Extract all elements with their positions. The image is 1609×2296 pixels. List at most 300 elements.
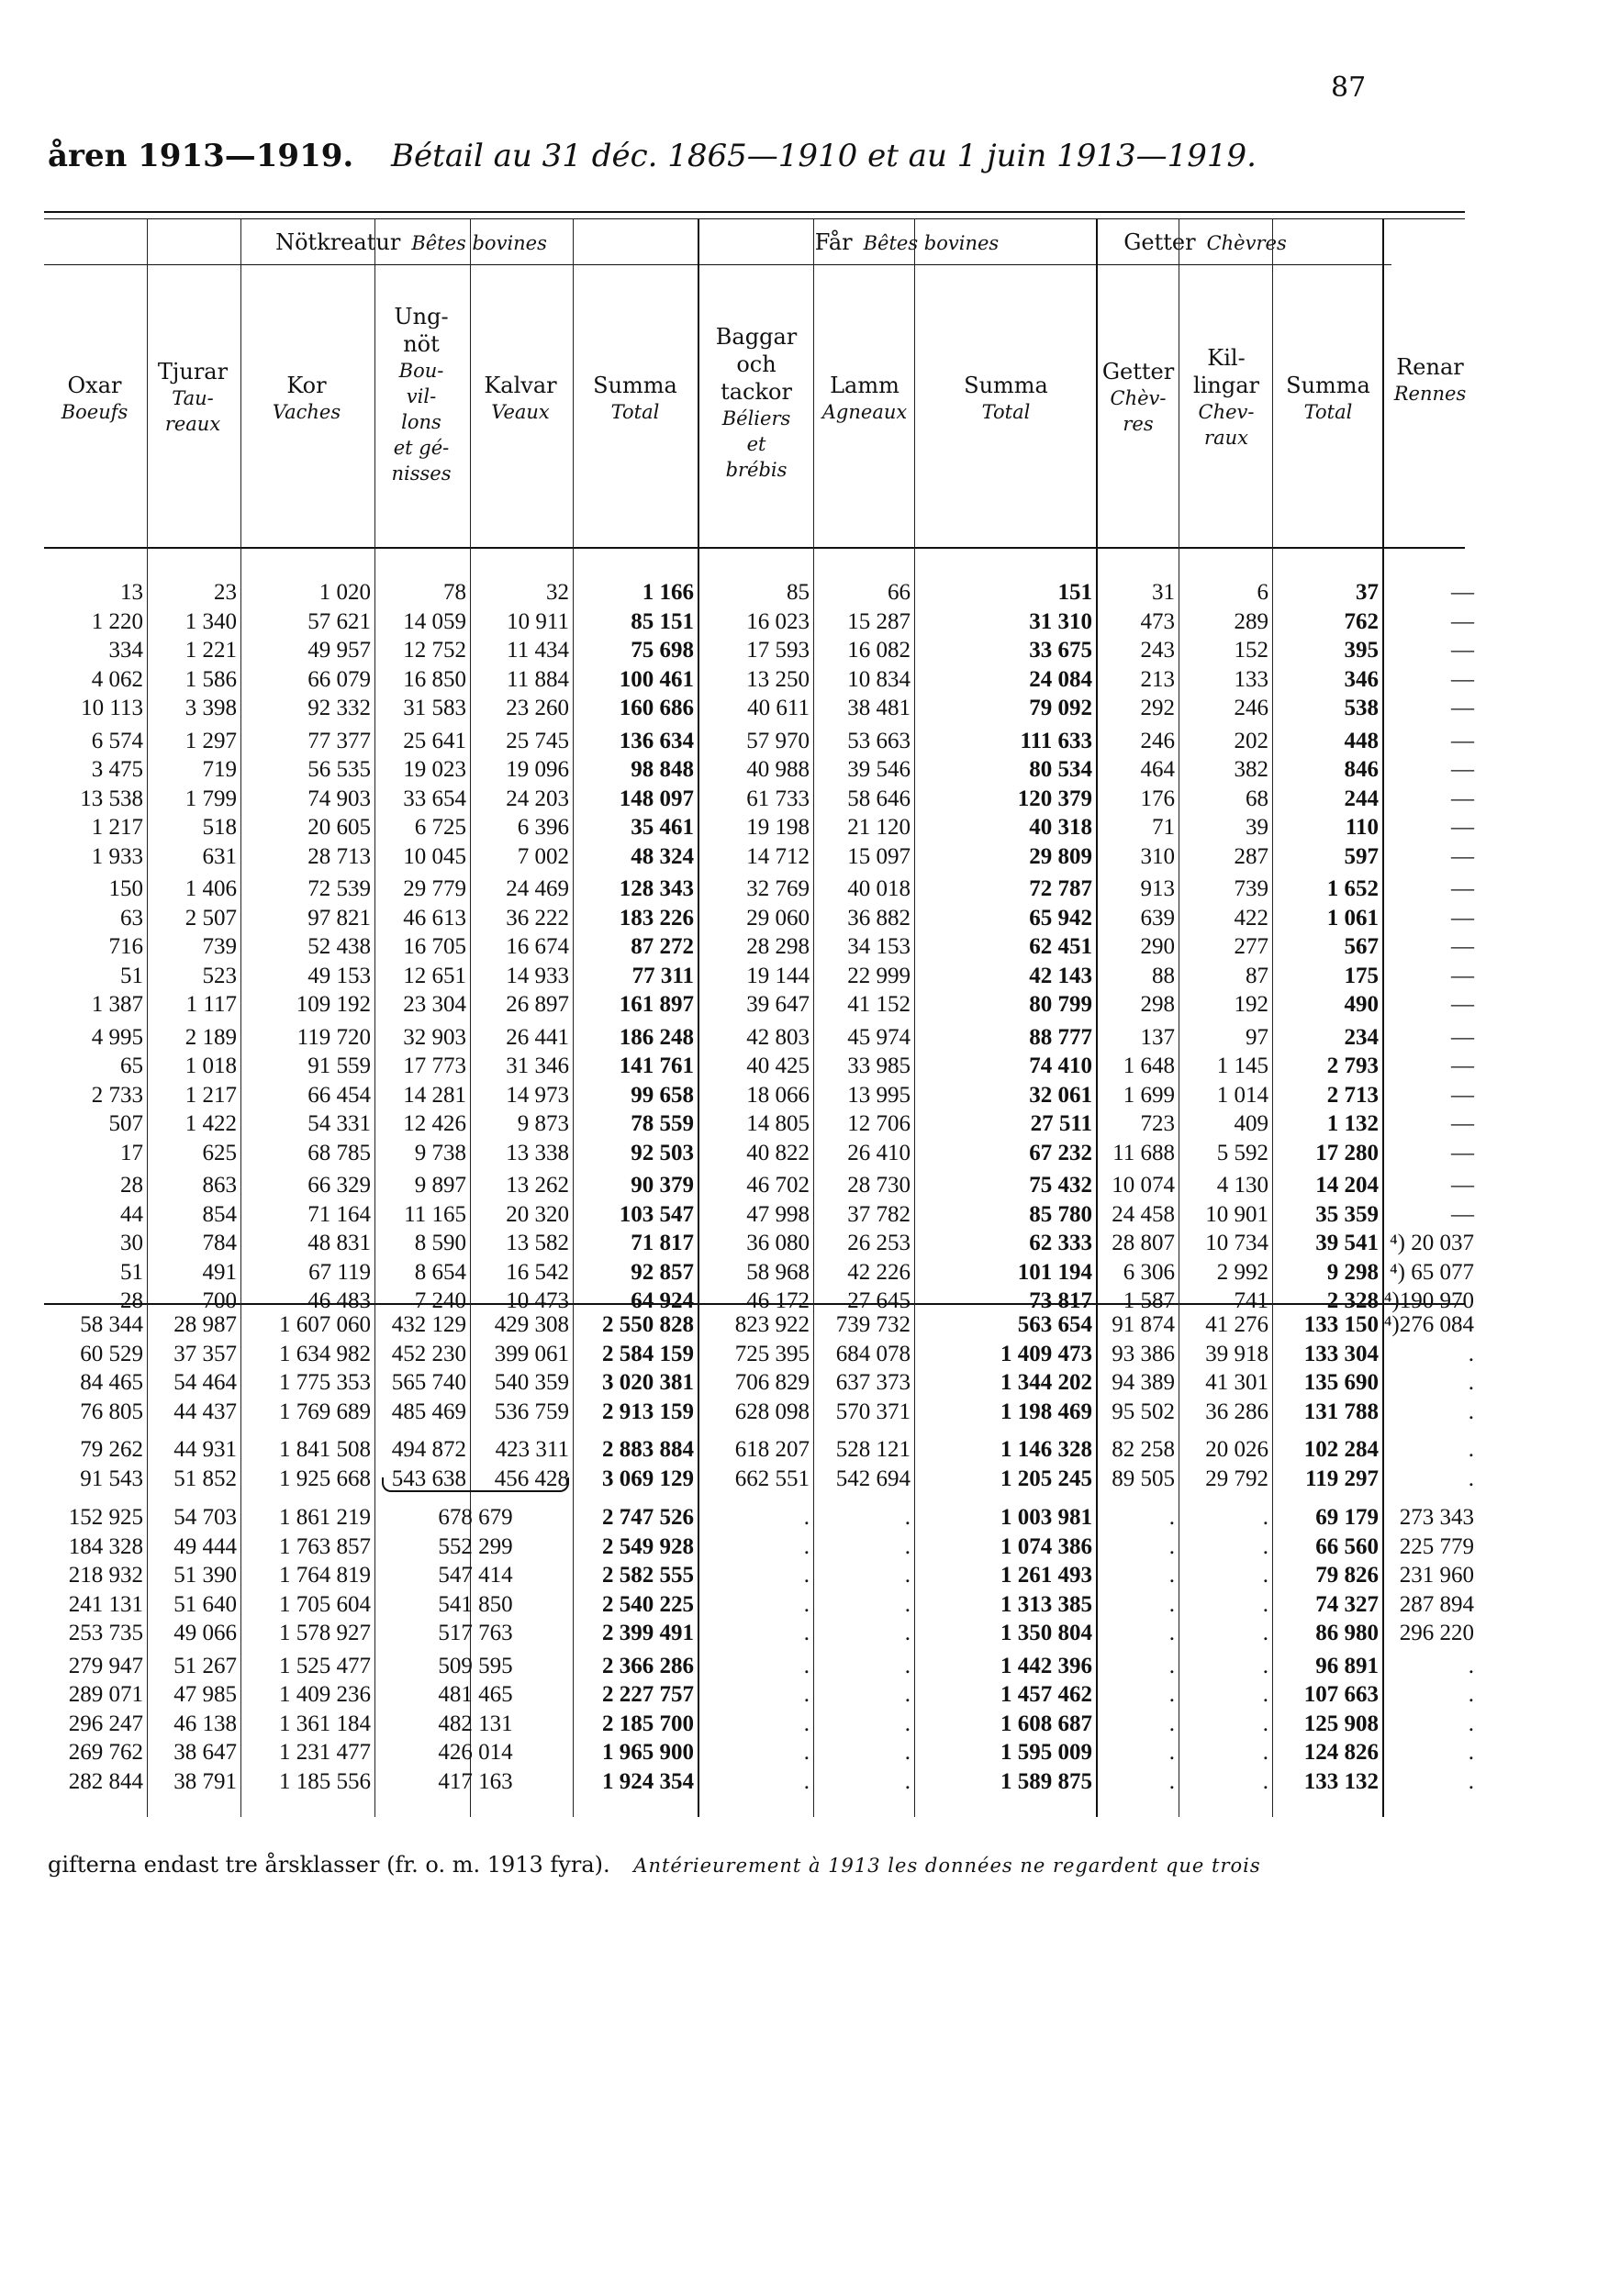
column-ungnot bbox=[374, 1310, 466, 1426]
table-cell: 85 bbox=[787, 580, 810, 605]
column-baggar bbox=[699, 578, 810, 1316]
table-cell: 1 406 bbox=[184, 876, 237, 901]
page-title bbox=[48, 138, 1257, 174]
table-cell: 2 793 bbox=[1326, 1053, 1379, 1078]
table-cell: . bbox=[1262, 1768, 1268, 1794]
table-cell: 292 bbox=[1140, 696, 1175, 720]
table-cell: 762 bbox=[1344, 608, 1379, 634]
column-lamm bbox=[813, 578, 911, 1316]
header-oxar: Oxar Boeufs bbox=[61, 373, 128, 423]
column-tjurar bbox=[147, 1310, 237, 1426]
table-cell: . bbox=[1262, 1533, 1268, 1559]
table-cell: 78 559 bbox=[631, 1111, 694, 1136]
column-summa2 bbox=[914, 1503, 1092, 1796]
table-cell: 5 592 bbox=[1216, 1140, 1268, 1165]
table-cell: — bbox=[1451, 1053, 1474, 1078]
table-cell: 71 bbox=[1152, 815, 1175, 840]
table-cell: 563 654 bbox=[1017, 1312, 1092, 1337]
table-cell: 148 097 bbox=[619, 786, 694, 811]
table-cell: . bbox=[1468, 1399, 1474, 1424]
table-cell: 77 311 bbox=[631, 963, 694, 988]
table-cell: 570 371 bbox=[835, 1399, 911, 1424]
table-cell: 14 973 bbox=[506, 1082, 569, 1108]
table-cell: — bbox=[1451, 1111, 1474, 1136]
table-cell: 543 638 bbox=[391, 1466, 466, 1491]
table-cell: 66 454 bbox=[307, 1082, 371, 1108]
table-cell: 42 803 bbox=[746, 1024, 810, 1050]
table-cell: 846 bbox=[1344, 757, 1379, 782]
table-cell: . bbox=[904, 1563, 911, 1588]
table-cell: 79 092 bbox=[1029, 696, 1092, 720]
table-cell: 2 550 828 bbox=[602, 1312, 694, 1337]
table-cell: . bbox=[1262, 1505, 1268, 1530]
table-cell: 71 164 bbox=[307, 1201, 371, 1227]
table-cell: 11 884 bbox=[507, 666, 569, 692]
table-cell: 739 732 bbox=[835, 1312, 911, 1337]
table-cell: 854 bbox=[202, 1201, 237, 1227]
table-cell: 20 026 bbox=[1205, 1437, 1268, 1462]
table-cell: 1 361 184 bbox=[279, 1711, 371, 1736]
column-lamm bbox=[813, 1435, 911, 1493]
table-cell: 296 247 bbox=[68, 1711, 143, 1736]
table-cell: 429 308 bbox=[494, 1312, 569, 1337]
table-cell: 49 444 bbox=[173, 1533, 237, 1559]
table-cell: 14 059 bbox=[403, 608, 466, 634]
table-cell: 700 bbox=[202, 1288, 237, 1313]
table-cell: 92 332 bbox=[307, 696, 371, 720]
table-cell: 1 231 477 bbox=[279, 1740, 371, 1765]
table-cell: 12 706 bbox=[847, 1111, 911, 1136]
header-summa-goats: Summa Total bbox=[1286, 373, 1370, 423]
table-cell: . bbox=[1468, 1682, 1474, 1707]
table-cell: 98 848 bbox=[631, 757, 694, 782]
table-cell: 136 634 bbox=[619, 728, 694, 753]
table-cell: 3 020 381 bbox=[602, 1370, 694, 1395]
table-cell: 28 807 bbox=[1112, 1231, 1175, 1255]
table-cell: 7 240 bbox=[414, 1288, 466, 1313]
table-cell: 75 432 bbox=[1029, 1173, 1092, 1198]
table-cell: . bbox=[1262, 1682, 1268, 1707]
table-cell: 9 738 bbox=[414, 1140, 466, 1165]
table-cell: . bbox=[803, 1740, 810, 1765]
header-getter: Getter Chèv- res bbox=[1101, 359, 1175, 435]
table-cell: 246 bbox=[1140, 728, 1175, 753]
table-cell: 39 541 bbox=[1315, 1231, 1379, 1255]
table-cell: 38 647 bbox=[173, 1740, 237, 1765]
table-cell: 289 bbox=[1234, 608, 1268, 634]
table-cell: 11 165 bbox=[404, 1201, 466, 1227]
table-cell: 273 343 bbox=[1399, 1505, 1474, 1530]
table-cell: 74 903 bbox=[307, 786, 371, 811]
table-cell: 51 267 bbox=[173, 1653, 237, 1678]
table-cell: 66 079 bbox=[307, 666, 371, 692]
table-cell: 82 258 bbox=[1112, 1437, 1175, 1462]
table-cell: 863 bbox=[202, 1173, 237, 1198]
table-cell: 13 538 bbox=[80, 786, 143, 811]
table-cell: . bbox=[1262, 1711, 1268, 1736]
table-cell: . bbox=[803, 1621, 810, 1645]
table-cell: 13 bbox=[120, 580, 143, 605]
table-cell: 482 131 bbox=[438, 1711, 513, 1736]
table-cell: 279 947 bbox=[68, 1653, 143, 1678]
table-cell: 48 324 bbox=[631, 843, 694, 869]
table-cell: 277 bbox=[1234, 934, 1268, 959]
table-cell: 298 bbox=[1140, 992, 1175, 1017]
table-cell: . bbox=[1168, 1591, 1175, 1617]
table-cell: 382 bbox=[1234, 757, 1268, 782]
table-cell: 36 222 bbox=[506, 905, 569, 931]
table-cell: 37 782 bbox=[847, 1201, 911, 1227]
table-cell: 17 593 bbox=[746, 638, 810, 663]
table-cell: 23 260 bbox=[506, 696, 569, 720]
table-cell: 1 261 493 bbox=[1000, 1563, 1092, 1588]
table-cell: 547 414 bbox=[438, 1563, 513, 1588]
table-top-rule-inner bbox=[44, 218, 1465, 219]
table-cell: 507 bbox=[108, 1111, 143, 1136]
table-cell: 618 207 bbox=[734, 1437, 810, 1462]
table-cell: 1 198 469 bbox=[1000, 1399, 1092, 1424]
table-cell: 13 262 bbox=[506, 1173, 569, 1198]
table-cell: — bbox=[1451, 1173, 1474, 1198]
column-getter bbox=[1096, 578, 1175, 1316]
table-cell: 128 343 bbox=[619, 876, 694, 901]
table-cell: 80 534 bbox=[1029, 757, 1092, 782]
table-cell: 54 464 bbox=[173, 1370, 237, 1395]
table-cell: 6 bbox=[1257, 580, 1268, 605]
table-cell: 282 844 bbox=[68, 1768, 143, 1794]
table-cell: 1 652 bbox=[1326, 876, 1379, 901]
table-cell: . bbox=[904, 1768, 911, 1794]
table-cell: . bbox=[1468, 1653, 1474, 1678]
table-cell: 1 587 bbox=[1123, 1288, 1175, 1313]
table-cell: 89 505 bbox=[1112, 1466, 1175, 1491]
table-cell: 32 061 bbox=[1029, 1082, 1092, 1108]
table-cell: 109 192 bbox=[296, 992, 371, 1017]
table-cell: . bbox=[904, 1621, 911, 1645]
column-renar bbox=[1382, 1503, 1474, 1796]
table-cell: 426 014 bbox=[438, 1740, 513, 1765]
table-cell: — bbox=[1451, 992, 1474, 1017]
table-cell: 6 396 bbox=[517, 815, 569, 840]
header-kalvar: Kalvar Veaux bbox=[484, 373, 557, 423]
table-cell: 41 276 bbox=[1205, 1312, 1268, 1337]
table-cell: 1 699 bbox=[1123, 1082, 1175, 1108]
table-cell: 26 897 bbox=[506, 992, 569, 1017]
table-cell: 1 422 bbox=[184, 1111, 237, 1136]
table-cell: 88 777 bbox=[1029, 1024, 1092, 1050]
table-cell: 29 779 bbox=[403, 876, 466, 901]
column-ungnot bbox=[374, 1435, 466, 1493]
table-cell: 2 733 bbox=[91, 1082, 143, 1108]
table-cell: . bbox=[1262, 1621, 1268, 1645]
table-cell: 57 621 bbox=[307, 608, 371, 634]
table-cell: . bbox=[1168, 1563, 1175, 1588]
table-cell: 91 874 bbox=[1112, 1312, 1175, 1337]
table-cell: 51 390 bbox=[173, 1563, 237, 1588]
table-cell: 133 132 bbox=[1303, 1768, 1379, 1794]
table-cell: 423 311 bbox=[495, 1437, 569, 1462]
table-cell: 75 698 bbox=[631, 638, 694, 663]
table-cell: 1 925 668 bbox=[279, 1466, 371, 1491]
table-cell: 24 084 bbox=[1029, 666, 1092, 692]
table-cell: . bbox=[1168, 1621, 1175, 1645]
table-cell: — bbox=[1451, 843, 1474, 869]
column-summa2 bbox=[914, 578, 1092, 1316]
table-cell: 706 829 bbox=[734, 1370, 810, 1395]
table-cell: 58 646 bbox=[847, 786, 911, 811]
table-cell: 35 359 bbox=[1315, 1201, 1379, 1227]
table-cell: 1 344 202 bbox=[1000, 1370, 1092, 1395]
table-cell: 28 bbox=[120, 1288, 143, 1313]
table-cell: 25 641 bbox=[403, 728, 466, 753]
table-cell: 93 386 bbox=[1112, 1341, 1175, 1366]
table-cell: 36 286 bbox=[1205, 1399, 1268, 1424]
table-cell: . bbox=[803, 1653, 810, 1678]
table-cell: 28 298 bbox=[746, 934, 810, 959]
table-cell: . bbox=[1168, 1653, 1175, 1678]
table-cell: 10 734 bbox=[1205, 1231, 1268, 1255]
table-cell: 24 203 bbox=[506, 786, 569, 811]
column-summa3 bbox=[1272, 578, 1379, 1316]
table-cell: 74 410 bbox=[1029, 1053, 1092, 1078]
table-cell: 37 bbox=[1356, 580, 1379, 605]
table-cell: 119 720 bbox=[296, 1024, 371, 1050]
table-cell: ⁴) 20 037 bbox=[1389, 1231, 1474, 1255]
table-cell: 464 bbox=[1140, 757, 1175, 782]
column-summa1 bbox=[573, 1503, 694, 1796]
header-summa-cattle: Summa Total bbox=[593, 373, 677, 423]
table-cell: 552 299 bbox=[438, 1533, 513, 1559]
table-cell: 523 bbox=[202, 963, 237, 988]
table-cell: 39 918 bbox=[1205, 1341, 1268, 1366]
table-cell: 628 098 bbox=[734, 1399, 810, 1424]
table-cell: 68 785 bbox=[307, 1140, 371, 1165]
column-killingar bbox=[1179, 578, 1268, 1316]
table-cell: 10 113 bbox=[81, 696, 143, 720]
table-cell: 1 409 236 bbox=[279, 1682, 371, 1707]
table-cell: 88 bbox=[1152, 963, 1175, 988]
table-cell: 44 437 bbox=[173, 1399, 237, 1424]
table-cell: 31 310 bbox=[1029, 608, 1092, 634]
table-cell: 509 595 bbox=[438, 1653, 513, 1678]
table-cell: 10 834 bbox=[847, 666, 911, 692]
table-cell: 19 096 bbox=[506, 757, 569, 782]
table-cell: 491 bbox=[202, 1259, 237, 1285]
table-cell: . bbox=[1262, 1563, 1268, 1588]
table-cell: 40 822 bbox=[746, 1140, 810, 1165]
table-cell: . bbox=[1468, 1370, 1474, 1395]
table-cell: 10 473 bbox=[506, 1288, 569, 1313]
column-summa3 bbox=[1272, 1310, 1379, 1426]
table-cell: — bbox=[1451, 963, 1474, 988]
table-cell: 91 559 bbox=[307, 1053, 371, 1078]
table-cell: 637 373 bbox=[835, 1370, 911, 1395]
table-top-rule bbox=[44, 211, 1465, 213]
table-cell: 33 675 bbox=[1029, 638, 1092, 663]
column-tjurar bbox=[147, 1503, 237, 1796]
table-cell: . bbox=[803, 1563, 810, 1588]
table-cell: 131 788 bbox=[1303, 1399, 1379, 1424]
group-goats: Getter Chèvres bbox=[1123, 229, 1287, 255]
table-cell: 784 bbox=[202, 1231, 237, 1255]
table-cell: 39 647 bbox=[746, 992, 810, 1017]
table-cell: 14 204 bbox=[1315, 1173, 1379, 1198]
footnote bbox=[48, 1852, 1261, 1878]
table-cell: ⁴)190 970 bbox=[1383, 1288, 1474, 1313]
table-cell: 597 bbox=[1344, 843, 1379, 869]
table-cell: 51 640 bbox=[173, 1591, 237, 1617]
table-cell: 40 611 bbox=[747, 696, 810, 720]
table-cell: 2 540 225 bbox=[602, 1591, 694, 1617]
table-cell: . bbox=[803, 1768, 810, 1794]
table-cell: 1 586 bbox=[184, 666, 237, 692]
table-cell: 35 461 bbox=[631, 815, 694, 840]
table-cell: 11 434 bbox=[507, 638, 569, 663]
table-cell: 1 185 556 bbox=[279, 1768, 371, 1794]
table-cell: 87 bbox=[1246, 963, 1268, 988]
table-cell: 161 897 bbox=[619, 992, 694, 1017]
table-cell: 12 426 bbox=[403, 1111, 466, 1136]
table-cell: 72 539 bbox=[307, 876, 371, 901]
table-cell: 42 143 bbox=[1029, 963, 1092, 988]
column-baggar bbox=[699, 1503, 810, 1796]
table-cell: 1 442 396 bbox=[1000, 1653, 1092, 1678]
table-cell: 202 bbox=[1234, 728, 1268, 753]
table-cell: 16 542 bbox=[506, 1259, 569, 1285]
table-cell: 11 688 bbox=[1112, 1140, 1175, 1165]
table-cell: 103 547 bbox=[619, 1201, 694, 1227]
table-cell: 213 bbox=[1140, 666, 1175, 692]
table-cell: 739 bbox=[202, 934, 237, 959]
table-cell: 151 bbox=[1057, 580, 1092, 605]
table-cell: 1 589 875 bbox=[1000, 1768, 1092, 1794]
column-baggar bbox=[699, 1435, 810, 1493]
table-cell: 448 bbox=[1344, 728, 1379, 753]
table-cell: 1 220 bbox=[91, 608, 143, 634]
column-summa3 bbox=[1272, 1503, 1379, 1796]
table-cell: 296 220 bbox=[1399, 1621, 1474, 1645]
table-cell: 1 764 819 bbox=[279, 1563, 371, 1588]
table-cell: 13 338 bbox=[506, 1140, 569, 1165]
table-cell: 517 763 bbox=[438, 1621, 513, 1645]
table-cell: 4 995 bbox=[91, 1024, 143, 1050]
table-cell: 287 bbox=[1234, 843, 1268, 869]
header-killingar: Kil- lingar Chev- raux bbox=[1193, 345, 1259, 449]
table-cell: 17 280 bbox=[1315, 1140, 1379, 1165]
table-cell: 85 151 bbox=[631, 608, 694, 634]
table-cell: 1 861 219 bbox=[279, 1505, 371, 1530]
table-cell: 97 821 bbox=[307, 905, 371, 931]
table-cell: . bbox=[904, 1505, 911, 1530]
table-cell: 2 992 bbox=[1216, 1259, 1268, 1285]
table-cell: 13 582 bbox=[506, 1231, 569, 1255]
table-cell: 494 872 bbox=[391, 1437, 466, 1462]
table-cell: 20 605 bbox=[307, 815, 371, 840]
table-cell: 243 bbox=[1140, 638, 1175, 663]
table-cell: 1 074 386 bbox=[1000, 1533, 1092, 1559]
table-cell: 823 922 bbox=[734, 1312, 810, 1337]
table-cell: 1 350 804 bbox=[1000, 1621, 1092, 1645]
table-cell: — bbox=[1451, 666, 1474, 692]
column-summa1 bbox=[573, 1435, 694, 1493]
table-cell: 175 bbox=[1344, 963, 1379, 988]
table-cell: 241 131 bbox=[68, 1591, 143, 1617]
table-cell: 29 060 bbox=[746, 905, 810, 931]
table-cell: . bbox=[1168, 1533, 1175, 1559]
table-cell: . bbox=[904, 1682, 911, 1707]
table-cell: 65 942 bbox=[1029, 905, 1092, 931]
table-cell: 310 bbox=[1140, 843, 1175, 869]
table-cell: 133 304 bbox=[1303, 1341, 1379, 1366]
title-swedish: åren 1913—1919. bbox=[48, 138, 354, 174]
table-cell: 101 194 bbox=[1017, 1259, 1092, 1285]
column-kalvar bbox=[470, 1435, 569, 1493]
table-cell: 485 469 bbox=[391, 1399, 466, 1424]
table-cell: 6 574 bbox=[91, 728, 143, 753]
table-cell: 31 346 bbox=[506, 1053, 569, 1078]
table-cell: 76 805 bbox=[80, 1399, 143, 1424]
table-cell: 15 287 bbox=[847, 608, 911, 634]
table-cell: 17 773 bbox=[403, 1053, 466, 1078]
table-cell: 152 925 bbox=[68, 1505, 143, 1530]
table-cell: 78 bbox=[443, 580, 466, 605]
table-cell: 290 bbox=[1140, 934, 1175, 959]
table-cell: 74 327 bbox=[1315, 1591, 1379, 1617]
table-cell: 3 398 bbox=[184, 696, 237, 720]
table-cell: 99 658 bbox=[631, 1082, 694, 1108]
table-cell: 10 901 bbox=[1205, 1201, 1268, 1227]
table-cell: 26 253 bbox=[847, 1231, 911, 1255]
table-cell: 1 607 060 bbox=[279, 1312, 371, 1337]
table-cell: 631 bbox=[202, 843, 237, 869]
table-cell: 79 826 bbox=[1315, 1563, 1379, 1588]
column-tjurar bbox=[147, 1435, 237, 1493]
table-cell: 33 985 bbox=[847, 1053, 911, 1078]
table-cell: 30 bbox=[120, 1231, 143, 1255]
table-cell: 41 152 bbox=[847, 992, 911, 1017]
table-cell: 540 359 bbox=[494, 1370, 569, 1395]
table-cell: 1 595 009 bbox=[1000, 1740, 1092, 1765]
table-cell: 2 189 bbox=[184, 1024, 237, 1050]
table-cell: 119 297 bbox=[1305, 1466, 1379, 1491]
table-cell: . bbox=[904, 1533, 911, 1559]
table-cell: . bbox=[904, 1740, 911, 1765]
table-cell: 16 674 bbox=[506, 934, 569, 959]
table-cell: 1 841 508 bbox=[279, 1437, 371, 1462]
table-cell: 176 bbox=[1140, 786, 1175, 811]
column-oxar bbox=[44, 1435, 143, 1493]
page-number: 87 bbox=[1331, 72, 1367, 104]
table-cell: 1 608 687 bbox=[1000, 1711, 1092, 1736]
table-cell: 40 988 bbox=[746, 757, 810, 782]
table-cell: 16 023 bbox=[746, 608, 810, 634]
table-cell: 20 320 bbox=[506, 1201, 569, 1227]
column-summa3 bbox=[1272, 1435, 1379, 1493]
column-renar bbox=[1382, 578, 1474, 1316]
table-cell: 40 425 bbox=[746, 1053, 810, 1078]
header-ungnot: Ung- nöt Bou- vil- lons et gé- nisses bbox=[391, 304, 452, 485]
table-cell: 1 965 900 bbox=[602, 1740, 694, 1765]
column-summa2 bbox=[914, 1310, 1092, 1426]
column-kalvar bbox=[470, 578, 569, 1316]
table-cell: 19 023 bbox=[403, 757, 466, 782]
table-cell: 8 590 bbox=[414, 1231, 466, 1255]
table-cell: 34 153 bbox=[847, 934, 911, 959]
table-cell: 1 313 385 bbox=[1000, 1591, 1092, 1617]
table-cell: 38 481 bbox=[847, 696, 911, 720]
table-cell: 536 759 bbox=[494, 1399, 569, 1424]
table-cell: 662 551 bbox=[734, 1466, 810, 1491]
